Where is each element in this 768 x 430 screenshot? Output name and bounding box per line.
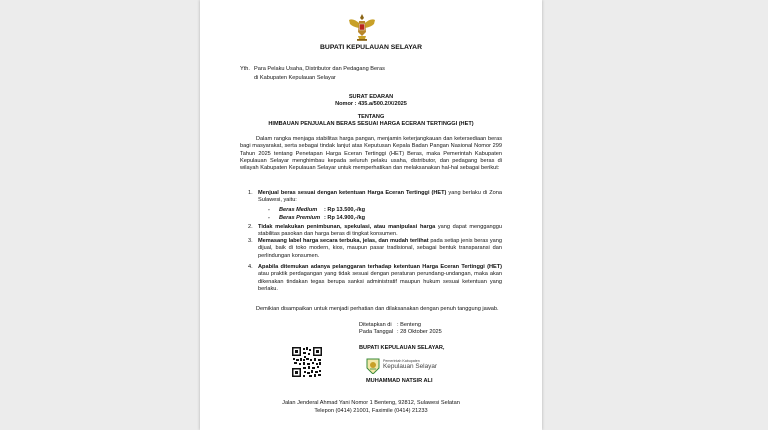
price-medium-value: : Rp 13.500,-/kg — [324, 207, 366, 213]
qr-code — [291, 346, 323, 378]
date-label: Pada Tanggal — [359, 329, 394, 335]
point-4: Apabila ditemukan adanya pelanggaran terhadap ketentuan Harga Eceran Tertinggi (HET) atau praktik perdagangan yang tidak sesuai dengan peraturan perundang-undangan, maka akan dikenakan tindakan tegas berupa sanksi administratif maupun hukum sesuai ketentuan yang berlaku. — [258, 264, 502, 292]
letter-tentang: TENTANG — [357, 114, 385, 120]
place-value: : Benteng — [397, 322, 421, 328]
letter-subject: HIMBAUAN PENJUALAN BERAS SESUAI HARGA ECERAN TERTINGGI (HET) — [268, 121, 474, 127]
price-dash-2: - — [268, 215, 270, 221]
recipient-line-2: di Kabupaten Kepulauan Selayar — [254, 75, 336, 81]
price-premium-label: Beras Premium — [279, 215, 321, 221]
footer-phone: Telepon (0414) 21001, Faximile (0414) 21233 — [314, 408, 428, 414]
letter-type: SURAT EDARAN — [348, 94, 394, 100]
document-page — [200, 0, 542, 430]
logo-big-text: Kepulauan Selayar — [383, 363, 438, 370]
point-number-2: 2. — [248, 224, 253, 230]
point-2: Tidak melakukan penimbunan, spekulasi, atau manipulasi harga yang dapat mengganggu stabilitas pasokan dan harga beras di tingkat konsumen. — [258, 224, 502, 238]
closing-paragraph: Demikian disampaikan untuk menjadi perhatian dan dilaksanakan dengan penuh tanggung jawab. — [256, 306, 499, 312]
price-medium-label: Beras Medium — [279, 207, 318, 213]
recipient-prefix: Yth. — [240, 66, 250, 72]
page-title: BUPATI KEPULAUAN SELAYAR — [320, 44, 422, 51]
price-dash-1: - — [268, 207, 270, 213]
intro-paragraph: Dalam rangka menjaga stabilitas harga pangan, menjamin keterjangkauan dan ketersediaan beras bagi masyarakat, serta sebagai tindak lanjut atas Keputusan Kepala Badan Pangan Nasional Nomor 299 Tahun 2025 tentang Penetapan Harga Eceran Tertinggi (HET) Beras, maka Pemerintah Kabupaten Kepulauan Selayar menghimbau kepada seluruh pelaku usaha, distributor, dan pedagang beras di wilayah Kabupaten Kepulauan Selayar untuk memperhatikan dan melaksanakan hal-hal sebagai berikut: — [240, 136, 502, 172]
garuda-emblem — [347, 12, 377, 42]
regency-logo — [366, 358, 440, 374]
place-label: Ditetapkan di — [359, 322, 392, 328]
price-premium-value: : Rp 14.900,-/kg — [324, 215, 366, 221]
date-value: : 28 Oktober 2025 — [397, 329, 442, 335]
point-3: Memasang label harga secara terbuka, jelas, dan mudah terlihat pada setiap jenis beras yang dijual, baik di toko modern, kios, maupun pasar tradisional, sebagai bentuk transparansi dan perlindungan konsumen. — [258, 238, 502, 259]
point-number-3: 3. — [248, 238, 253, 244]
point-number-1: 1. — [248, 190, 253, 196]
point-number-4: 4. — [248, 264, 253, 270]
logo-small-text: Pemerintah Kabupaten — [383, 359, 420, 363]
footer-address: Jalan Jenderal Ahmad Yani Nomor 1 Benteng, 92812, Sulawesi Selatan — [282, 400, 460, 406]
regency-crest-icon — [366, 358, 380, 374]
point-1: Menjual beras sesuai dengan ketentuan Harga Eceran Tertinggi (HET) yang berlaku di Zona Sulawesi, yaitu: — [258, 190, 502, 204]
recipient-line-1: Para Pelaku Usaha, Distributor dan Pedagang Beras — [254, 66, 385, 72]
signatory-name: MUHAMMAD NATSIR ALI — [366, 378, 433, 384]
signature-title: BUPATI KEPULAUAN SELAYAR, — [359, 345, 445, 351]
letter-number: Nomor : 435.a/500.2/X/2025 — [335, 101, 407, 107]
